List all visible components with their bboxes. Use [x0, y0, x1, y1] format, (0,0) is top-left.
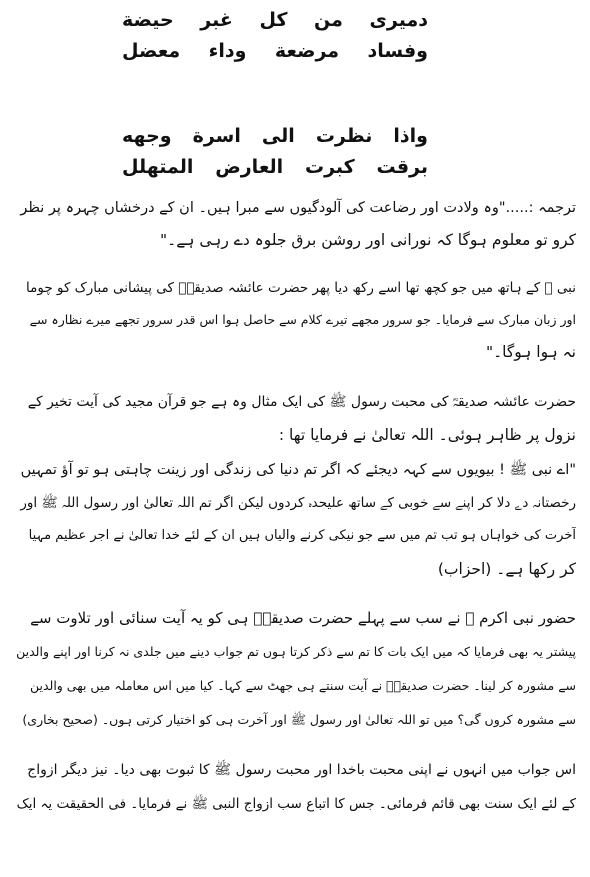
verse-word: واذا — [393, 125, 428, 147]
text-line: آخرت کی خواہاں ہو تب تم میں سے جو نیکی کرنے والیاں ہیں ان کے لئے خدا تعالیٰ نے اجر عظیم مہیا — [28, 528, 576, 543]
text-line: نبی ﷺ کے ہاتھ میں جو کچھ تھا اسے رکھ دیا پھر حضرت عائشہ صدیقہؓ کی پیشانی مبارک کو چوما — [26, 280, 576, 296]
text-line: "اے نبی ﷺ ! بیویوں سے کہہ دیجئے کہ اگر تم دنیا کی زندگی اور زینت چاہتی ہو تو آؤ تمہیں — [20, 462, 576, 478]
text-line: کر رکھا ہے۔ (احزاب) — [437, 560, 576, 578]
text-line: حضرت عائشہ صدیقہؓ کی محبت رسول ﷺ کی ایک مثال وہ ہے جو قرآن مجید کی آیت تخیر کے — [27, 394, 576, 410]
verse-word: مرضعة — [274, 40, 340, 62]
verse-line-4 — [122, 155, 428, 179]
verse-word: اسرة — [192, 125, 241, 147]
verse-line-1 — [122, 8, 428, 32]
verse-word: کل — [259, 9, 288, 31]
verse-word: نظرت — [315, 125, 373, 147]
verse-word: من — [314, 9, 343, 31]
verse-word: العارض — [215, 156, 284, 178]
verse-word: برقت — [376, 156, 428, 178]
verse-line-3 — [122, 124, 428, 148]
verse-word: وفساد — [367, 40, 428, 62]
verse-word: کبرت — [304, 156, 355, 178]
verse-word: وداء — [208, 40, 247, 62]
text-line: اور زبان مبارک سے فرمایا۔ جو سرور مجھے تیرے کلام سے حاصل ہوا اس قدر سرور تجھے میرے نظارہ سے — [29, 312, 576, 327]
verse-word: دمیری — [369, 9, 428, 31]
text-line: سے مشورہ کر لینا۔ حضرت صدیقہؓ نے آیت سنتے ہی جھٹ سے کہا۔ کیا میں اس معاملہ میں بھی والدین — [29, 678, 576, 693]
text-line: کے لئے ایک سنت بھی قائم فرمائی۔ جس کا اتباع سب ازواج النبی ﷺ نے فرمایا۔ فی الحقیقت یہ ایک — [16, 796, 576, 812]
verse-word: الی — [261, 125, 295, 147]
verse-word: المتھلل — [122, 156, 194, 178]
text-line: نزول پر ظاہر ہوئی۔ اللہ تعالیٰ نے فرمایا تھا : — [278, 426, 576, 444]
text-line: حضور نبی اکرم ﷺ نے سب سے پہلے حضرت صدیقہؓ ہی کو یہ آیت سنائی اور تلاوت سے — [30, 609, 576, 627]
verse-word: وجهه — [122, 125, 172, 147]
text-line: اس جواب میں انہوں نے اپنی محبت باخدا اور محبت رسول ﷺ کا ثبوت بھی دیا۔ نیز دیگر ازواج — [27, 762, 576, 778]
text-line: نہ ہوا ہوگا۔" — [485, 343, 576, 361]
verse-word: غبر — [200, 9, 233, 31]
verse-word: حیضة — [122, 9, 174, 31]
text-line: ترجمہ :....."وہ ولادت اور رضاعت کی آلودگیوں سے مبرا ہیں۔ ان کے درخشاں چہرہ پر نظر — [20, 200, 576, 216]
text-line: سے مشورہ کروں گی؟ میں تو اللہ تعالیٰ اور رسول ﷺ اور آخرت ہی کو اختیار کرتی ہوں۔ (صحیح بخاری) — [22, 712, 576, 727]
text-line: رخصتانہ دے دلا کر اپنے سے خوبی کے ساتھ علیحدہ کردوں لیکن اگر تم اللہ تعالیٰ اور رسول اللہ ﷺ اور — [20, 495, 576, 511]
text-line: پیشتر یہ بھی فرمایا کہ میں ایک بات کا تم سے ذکر کرتا ہوں تم جواب دینے میں جلدی نہ کرنا اور اپنے والدین — [16, 644, 576, 659]
text-line: کرو تو معلوم ہوگا کہ نورانی اور روشن برق جلوہ دے رہی ہے۔" — [160, 231, 576, 249]
verse-word: معضل — [122, 40, 181, 62]
verse-line-2 — [122, 39, 428, 63]
